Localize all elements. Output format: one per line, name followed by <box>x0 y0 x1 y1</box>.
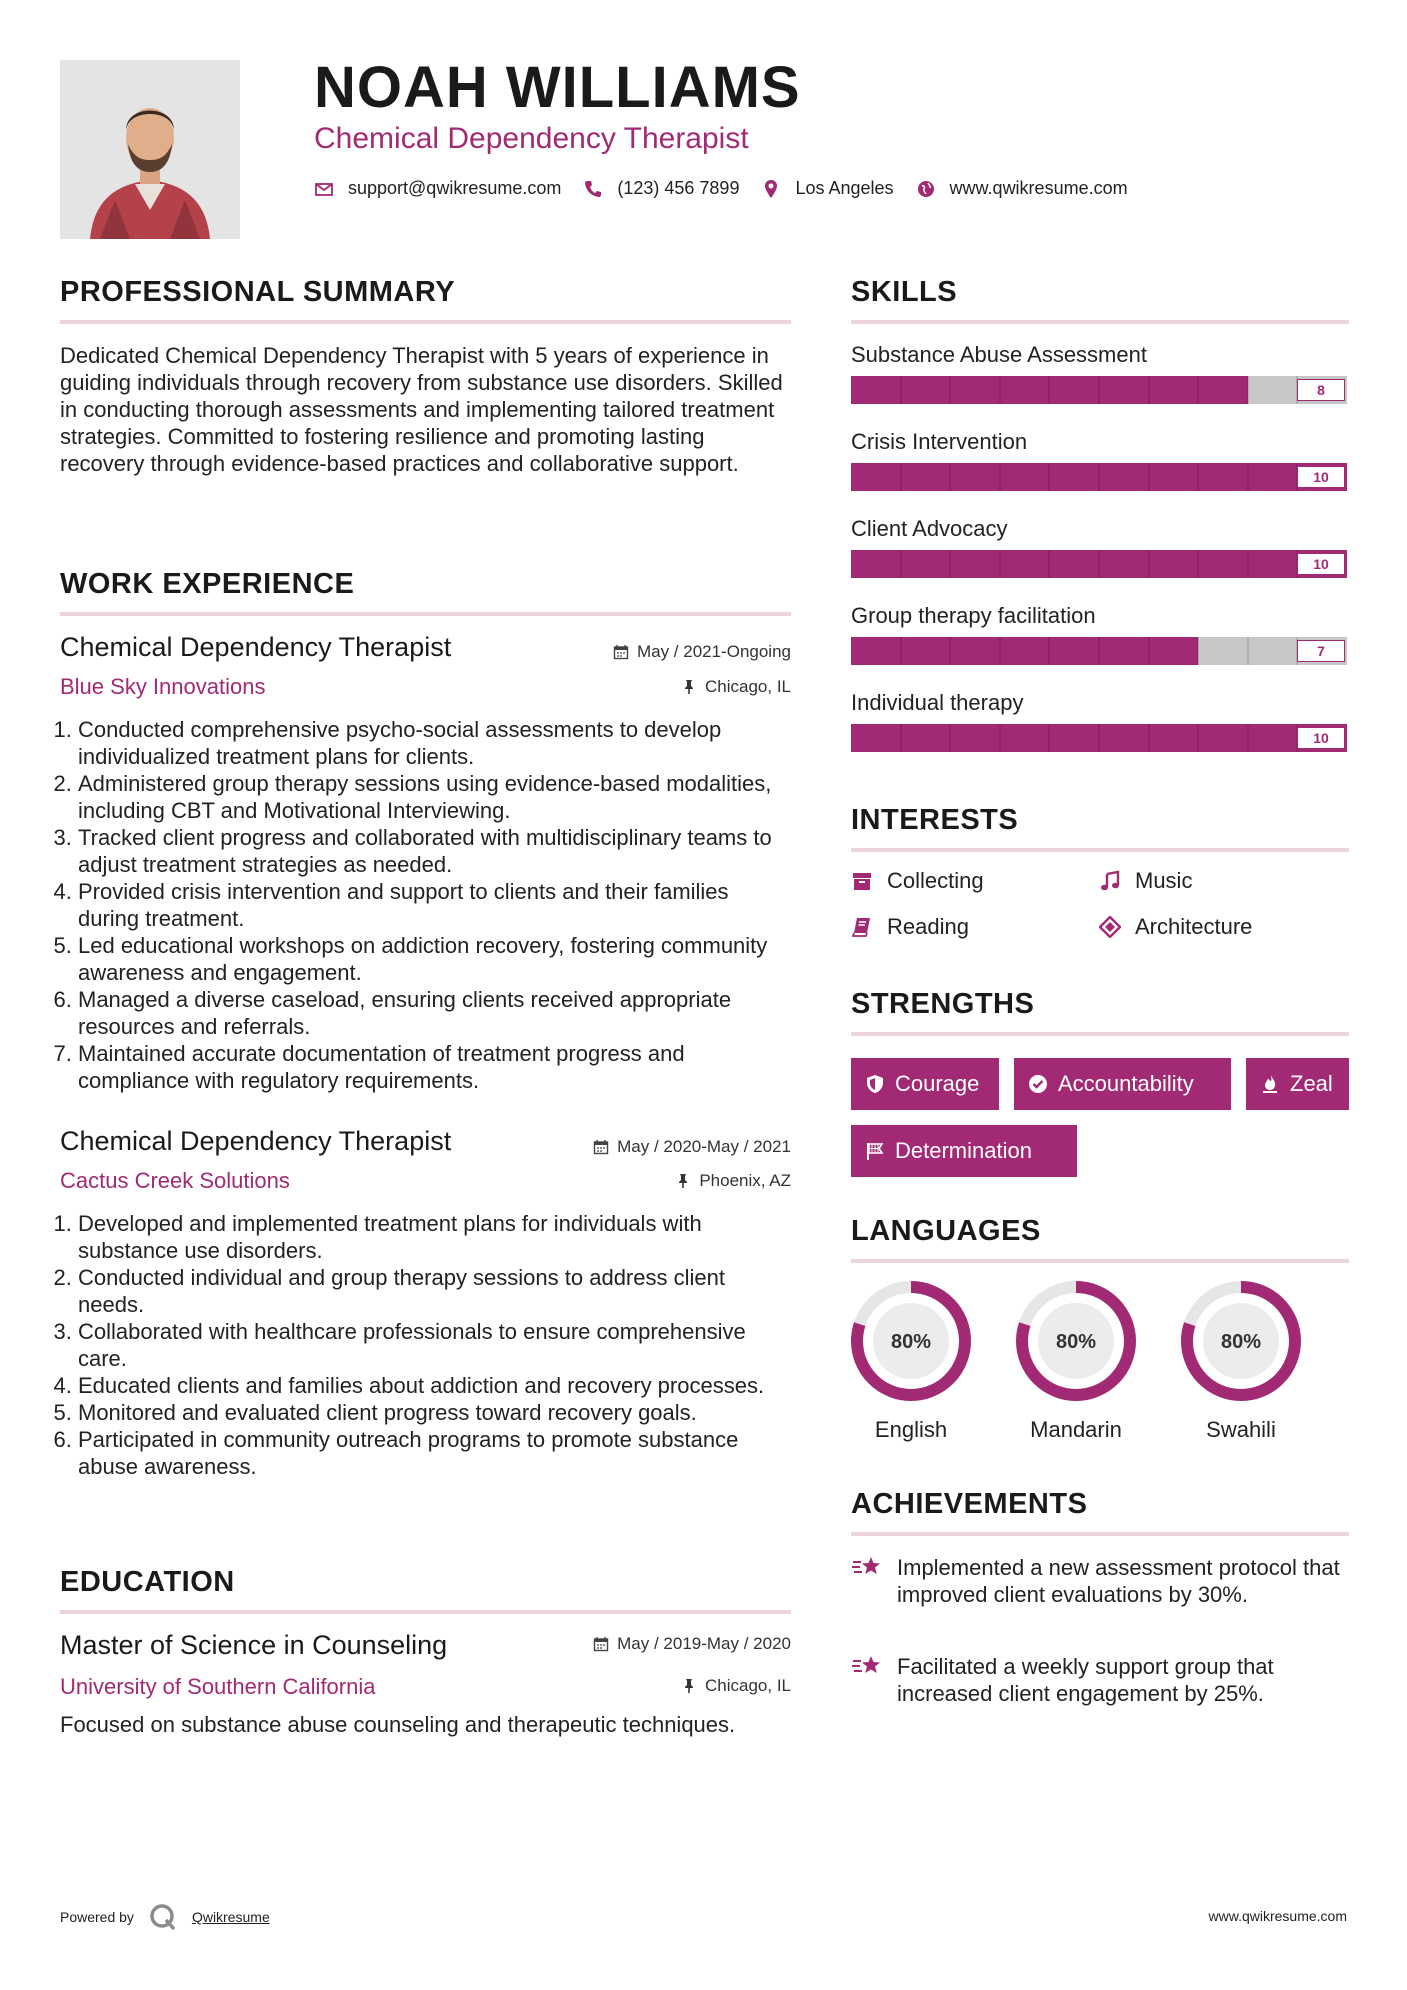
strength-tag <box>1014 1058 1231 1110</box>
list-item: 3. Collaborated with healthcare professionals to ensure comprehensive care. <box>78 1318 791 1372</box>
strengths-divider <box>851 1032 1349 1036</box>
skill-bar-segment <box>1048 724 1050 752</box>
achievement-item <box>851 1554 1349 1608</box>
globe-icon <box>916 179 936 199</box>
language-item <box>848 1278 974 1443</box>
skill-bar-segment <box>949 724 951 752</box>
interests-divider <box>851 848 1349 852</box>
skill-item <box>851 429 1347 516</box>
language-label: Swahili <box>1206 1417 1276 1442</box>
skills-list <box>851 342 1347 777</box>
pushpin-icon <box>675 1173 691 1189</box>
skill-bar-segment <box>1098 637 1100 665</box>
languages-heading: LANGUAGES <box>851 1215 1041 1247</box>
skill-score: 10 <box>1297 727 1345 749</box>
achievement-text: Facilitated a weekly support group that increased client engagement by 25%. <box>897 1654 1274 1706</box>
summary-text: Dedicated Chemical Dependency Therapist with 5 years of experience in guiding individuals through recovery from substance use disorders. Skilled in conducting thorough assessments and implementing tailored treatment strategies. Committed to fostering resilience and promoting lasting recovery through evidence-based practices and collaborative support. <box>60 343 783 476</box>
skill-label: Client Advocacy <box>851 516 1008 541</box>
skill-item <box>851 516 1347 603</box>
job-location <box>681 677 791 697</box>
skill-bar-segment <box>1197 550 1199 578</box>
skill-bar-segment <box>1197 637 1199 665</box>
list-item: 7. Maintained accurate documentation of treatment progress and compliance with regulatory requirements. <box>78 1040 791 1094</box>
skill-bar-segment <box>1197 463 1199 491</box>
skill-bar-segment <box>1148 637 1150 665</box>
education-divider <box>60 1610 791 1614</box>
interest-item <box>1099 868 1192 894</box>
skill-bar-segment <box>949 463 951 491</box>
experience-divider <box>60 612 791 616</box>
skill-bar-segment <box>900 637 902 665</box>
skill-bar <box>851 550 1347 578</box>
skill-bar <box>851 463 1347 491</box>
job-date-text: May / 2020-May / 2021 <box>617 1137 791 1156</box>
list-item: 6. Participated in community outreach programs to promote substance abuse awareness. <box>78 1426 791 1480</box>
skill-bar-segment <box>1098 463 1100 491</box>
skill-bar-segment <box>900 376 902 404</box>
skill-bar-segment <box>1048 637 1050 665</box>
check-circle-icon <box>1028 1074 1048 1094</box>
school-name: University of Southern California <box>60 1674 376 1699</box>
skill-bar-segment <box>949 376 951 404</box>
skill-bar-segment <box>1148 463 1150 491</box>
profile-photo <box>60 60 240 239</box>
list-item: 5. Led educational workshops on addiction recovery, fostering community awareness and engagement. <box>78 932 791 986</box>
strength-label: Zeal <box>1290 1071 1333 1096</box>
book-icon <box>851 916 873 938</box>
skill-bar-segment <box>999 637 1001 665</box>
job-title: Chemical Dependency Therapist <box>60 1126 452 1156</box>
interest-label: Collecting <box>887 868 984 893</box>
language-ring <box>1013 1278 1139 1404</box>
skills-heading: SKILLS <box>851 276 958 308</box>
skill-bar <box>851 637 1347 665</box>
skill-bar-segment <box>949 550 951 578</box>
skill-bar-segment <box>1197 376 1199 404</box>
skill-score: 10 <box>1297 466 1345 488</box>
drafting-icon <box>1099 916 1121 938</box>
list-item: 1. Conducted comprehensive psycho-social assessments to develop individualized treatment plans for clients. <box>78 716 791 770</box>
skill-bar-segment <box>1048 376 1050 404</box>
archive-icon <box>851 870 873 892</box>
job-location <box>675 1171 791 1191</box>
candidate-name: NOAH WILLIAMS <box>314 55 801 120</box>
interest-label: Architecture <box>1135 914 1253 939</box>
list-item: 4. Provided crisis intervention and support to clients and their families during treatment. <box>78 878 791 932</box>
education-location <box>681 1676 791 1696</box>
skill-bar-segment <box>900 550 902 578</box>
interests-heading: INTERESTS <box>851 804 1019 836</box>
skill-bar-segment <box>999 550 1001 578</box>
skill-bar-segment <box>900 724 902 752</box>
language-ring <box>848 1278 974 1404</box>
list-item: 2. Administered group therapy sessions using evidence-based modalities, including CBT and Motivational Interviewing. <box>78 770 791 824</box>
contact-phone[interactable]: (123) 456 7899 <box>617 178 740 198</box>
phone-icon <box>583 179 603 199</box>
avatar <box>60 60 240 239</box>
language-item <box>1013 1278 1139 1443</box>
strength-label: Courage <box>895 1071 980 1096</box>
skill-bar-segment <box>1197 724 1199 752</box>
skill-label: Group therapy facilitation <box>851 603 1096 628</box>
candidate-title: Chemical Dependency Therapist <box>314 122 749 155</box>
list-item: 1. Developed and implemented treatment plans for individuals with substance use disorders. <box>78 1210 791 1264</box>
skill-bar-segment <box>1098 550 1100 578</box>
skill-bar <box>851 724 1347 752</box>
summary-divider <box>60 320 791 324</box>
skill-label: Substance Abuse Assessment <box>851 342 1147 367</box>
pushpin-icon <box>681 679 697 695</box>
languages-divider <box>851 1259 1349 1263</box>
strength-tag <box>851 1058 999 1110</box>
skill-score: 10 <box>1297 553 1345 575</box>
experience-heading: WORK EXPERIENCE <box>60 568 355 600</box>
skill-bar-segment <box>949 637 951 665</box>
skill-score: 8 <box>1297 379 1345 401</box>
job-location-text: Chicago, IL <box>705 677 791 696</box>
job-bullets <box>60 1210 791 1480</box>
list-item: 3. Tracked client progress and collaborated with multidisciplinary teams to adjust treatment strategies as needed. <box>78 824 791 878</box>
skill-bar-segment <box>1148 376 1150 404</box>
skill-bar-segment <box>999 376 1001 404</box>
interest-label: Music <box>1135 868 1193 893</box>
achievements-heading: ACHIEVEMENTS <box>851 1488 1088 1520</box>
achievement-text: Implemented a new assessment protocol that improved client evaluations by 30%. <box>897 1555 1340 1607</box>
skill-bar-segment <box>1098 724 1100 752</box>
job-bullets <box>60 716 791 1094</box>
list-item: 6. Managed a diverse caseload, ensuring clients received appropriate resources and referrals. <box>78 986 791 1040</box>
education-date <box>593 1634 791 1654</box>
skill-bar-segment <box>1247 376 1249 404</box>
interest-item <box>1099 914 1252 940</box>
skill-bar-segment <box>999 724 1001 752</box>
contact-bar <box>314 178 1150 199</box>
list-item: 2. Conducted individual and group therapy sessions to address client needs. <box>78 1264 791 1318</box>
flag-icon <box>865 1141 885 1161</box>
footer-powered-by <box>60 1902 270 1932</box>
contact-location: Los Angeles <box>795 178 894 198</box>
skill-bar-segment <box>1247 637 1249 665</box>
strength-tag <box>851 1125 1077 1177</box>
language-percent: 80% <box>1055 1331 1097 1353</box>
map-pin-icon <box>761 179 781 199</box>
shield-icon <box>865 1074 885 1094</box>
strengths-heading: STRENGTHS <box>851 988 1035 1020</box>
skill-bar-segment <box>1148 550 1150 578</box>
job-company: Cactus Creek Solutions <box>60 1168 290 1193</box>
education-heading: EDUCATION <box>60 1566 235 1598</box>
job-title: Chemical Dependency Therapist <box>60 632 452 662</box>
job-date <box>593 1137 791 1157</box>
job-date <box>613 642 791 662</box>
qwikresume-link[interactable]: Qwikresume <box>191 1909 270 1925</box>
music-note-icon <box>1099 870 1121 892</box>
fire-icon <box>1260 1074 1280 1094</box>
language-ring <box>1178 1278 1304 1404</box>
skill-score: 7 <box>1297 640 1345 662</box>
language-percent: 80% <box>1220 1331 1262 1353</box>
interest-label: Reading <box>887 914 969 939</box>
skills-divider <box>851 320 1349 324</box>
skill-bar-fill <box>851 637 1198 665</box>
interest-item <box>851 914 969 940</box>
skill-bar-segment <box>1247 550 1249 578</box>
powered-by-label: Powered by <box>60 1909 134 1925</box>
summary-heading: PROFESSIONAL SUMMARY <box>60 276 456 308</box>
envelope-icon <box>314 179 334 199</box>
skill-bar <box>851 376 1347 404</box>
education-location-text: Chicago, IL <box>705 1676 791 1695</box>
shooting-star-icon <box>851 1653 883 1679</box>
skill-bar-segment <box>1098 376 1100 404</box>
skill-item <box>851 342 1347 429</box>
interest-item <box>851 868 984 894</box>
strength-label: Accountability <box>1058 1071 1194 1096</box>
skill-bar-segment <box>1148 724 1150 752</box>
contact-website[interactable]: www.qwikresume.com <box>949 178 1128 198</box>
job-date-text: May / 2021-Ongoing <box>636 642 791 661</box>
calendar-icon <box>593 1139 609 1155</box>
job-location-text: Phoenix, AZ <box>699 1171 791 1190</box>
calendar-icon <box>593 1636 609 1652</box>
language-item <box>1178 1278 1304 1443</box>
contact-email[interactable]: support@qwikresume.com <box>348 178 562 198</box>
job-company: Blue Sky Innovations <box>60 674 266 699</box>
strength-label: Determination <box>895 1138 1032 1163</box>
list-item: 4. Educated clients and families about addiction and recovery processes. <box>78 1372 791 1399</box>
skill-bar-segment <box>1247 724 1249 752</box>
calendar-icon <box>613 644 629 660</box>
shooting-star-icon <box>851 1554 883 1580</box>
education-date-text: May / 2019-May / 2020 <box>617 1634 791 1653</box>
language-label: Mandarin <box>1030 1417 1122 1442</box>
achievement-item <box>851 1653 1349 1707</box>
skill-label: Crisis Intervention <box>851 429 1028 454</box>
strength-tag <box>1246 1058 1349 1110</box>
education-description: Focused on substance abuse counseling and therapeutic techniques. <box>60 1712 736 1737</box>
language-percent: 80% <box>890 1331 932 1353</box>
skill-label: Individual therapy <box>851 690 1024 715</box>
pushpin-icon <box>681 1678 697 1694</box>
skill-bar-segment <box>1048 550 1050 578</box>
skill-bar-segment <box>900 463 902 491</box>
skill-item <box>851 690 1347 777</box>
qwikresume-logo-icon <box>148 1902 178 1932</box>
footer-website[interactable]: www.qwikresume.com <box>1208 1908 1347 1924</box>
language-label: English <box>874 1417 948 1442</box>
skill-bar-segment <box>1048 463 1050 491</box>
achievements-divider <box>851 1532 1349 1536</box>
skill-bar-segment <box>1247 463 1249 491</box>
skill-bar-segment <box>999 463 1001 491</box>
skill-item <box>851 603 1347 690</box>
degree-title: Master of Science in Counseling <box>60 1630 448 1660</box>
list-item: 5. Monitored and evaluated client progress toward recovery goals. <box>78 1399 791 1426</box>
